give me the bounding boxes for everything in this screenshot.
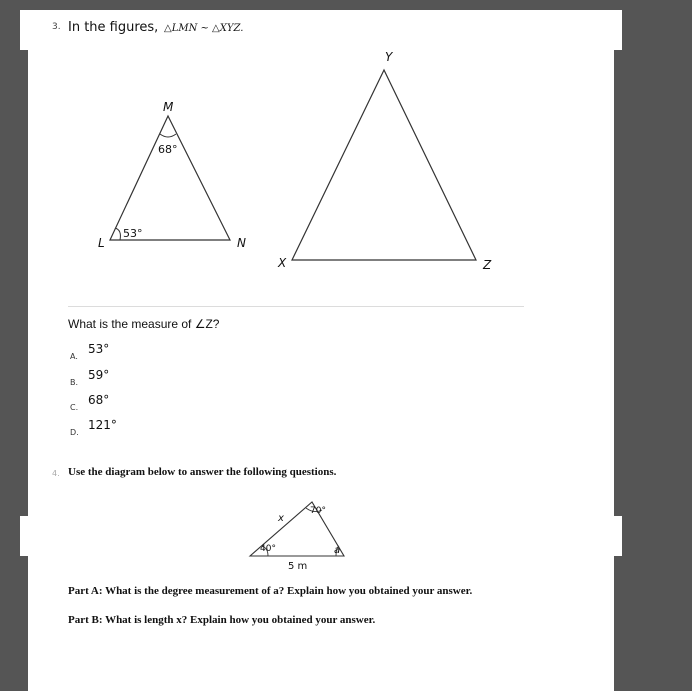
angle-label-40: 40° [260,544,276,554]
angle-arc-l [115,228,120,240]
worksheet-page [28,10,614,691]
vertex-label-z: Z [483,258,492,272]
option-b-letter: B. [70,378,79,387]
question-4-intro: Use the diagram below to answer the following questions. [68,466,337,478]
triangle-lmn [110,116,230,240]
question-4-triangle-figure [238,496,348,566]
vertex-label-m: M [163,100,174,114]
option-c[interactable] [70,393,110,414]
option-d-letter: D. [70,428,79,437]
similarity-statement: △LMN ~ △XYZ. [164,23,244,34]
question-4-part-a: Part A: What is the degree measurement of a? Explain how you obtained your answer. [68,585,473,597]
section-divider [68,306,524,307]
option-a-value: 53° [88,342,110,356]
option-a-letter: A. [70,352,78,361]
vertex-label-l: L [98,236,105,250]
angle-label-m: 68° [158,143,178,156]
question-4-number: 4. [52,469,60,478]
question-3-number: 3. [52,22,61,32]
angle-label-l: 53° [123,227,143,240]
vertex-label-n: N [237,236,246,250]
option-c-value: 68° [88,393,110,407]
option-d[interactable] [70,418,117,439]
option-b[interactable] [70,368,110,389]
option-b-value: 59° [88,368,110,382]
option-d-value: 121° [88,418,117,432]
vertex-label-y: Y [385,50,393,64]
question-3-intro: In the figures, [68,20,159,35]
angle-label-a: a [334,545,341,556]
question-4-part-b: Part B: What is length x? Explain how you obtained your answer. [68,614,376,626]
option-c-letter: C. [70,403,79,412]
side-label-x: x [278,513,284,524]
triangle-xyz-figure [278,60,488,270]
question-3-prompt: What is the measure of ∠Z? [68,317,220,331]
option-a[interactable] [70,342,110,363]
base-label: 5 m [288,561,308,572]
angle-arc-m [160,134,176,137]
vertex-label-x: X [278,256,287,270]
angle-label-70: 70° [310,506,326,516]
triangle-xyz [292,70,476,260]
